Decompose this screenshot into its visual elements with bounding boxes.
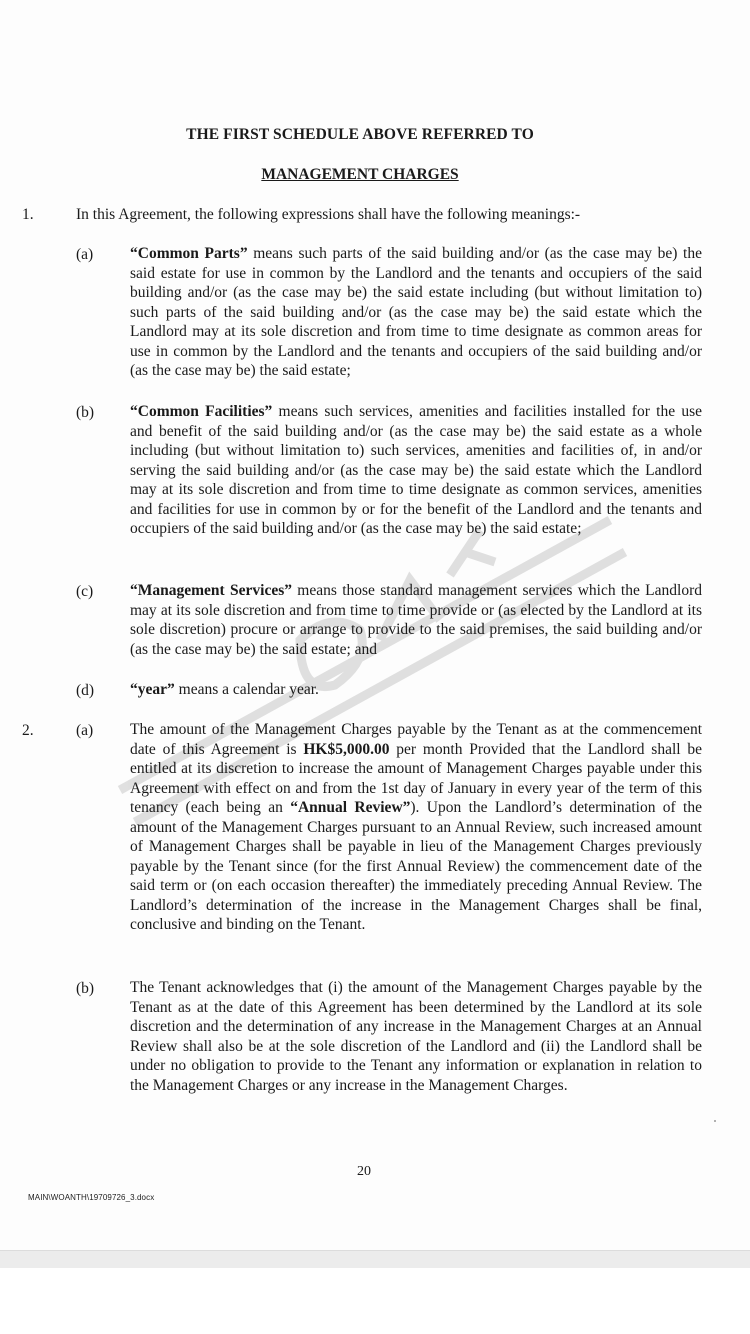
item-label: (c) xyxy=(76,583,94,600)
clause-intro: In this Agreement, the following expressions shall have the following meanings:- xyxy=(76,206,581,223)
clause-number: 1. xyxy=(22,206,34,223)
clause-paragraph xyxy=(130,720,702,935)
defined-term: “Common Facilities” xyxy=(130,403,273,420)
definition-paragraph xyxy=(130,680,702,700)
scan-speck xyxy=(714,1120,716,1122)
item-label: (b) xyxy=(76,404,95,421)
definition-paragraph xyxy=(130,402,702,539)
clause-paragraph: The Tenant acknowledges that (i) the amount of the Management Charges payable by the Tenant as at the date of this Agreement has been determined by the Landlord at its sole discretion and the determination of any increase in the Management Charges at an Annual Review shall also be at the sole discretion of the Landlord and (ii) the Landlord shall be under no obligation to provide to the Tenant any information or explanation in relation to the Management Charges or any increase in the Management Charges. xyxy=(130,979,702,1094)
defined-term: “year” xyxy=(130,681,175,698)
document-reference: MAIN\WOANTH\19709726_3.docx xyxy=(28,1193,155,1202)
item-label: (b) xyxy=(76,980,95,997)
clause-text: ). Upon the Landlord’s determination of the amount of the Management Charges pursuant to an Annual Review, such increased amount of Management Charges shall be payable in lieu of the Management Charges previously payable by the Tenant since (for the first Annual Review) the commencement date of the said term or (on each occasion thereafter) the immediately preceding Annual Review. The Landlord’s determination of the increase in the Management Charges shall be final, conclusive and binding on the Tenant. xyxy=(130,799,702,933)
definition-text: means those standard management services which the Landlord may at its sole discretion and from time to time provide or (as elected by the Landlord at its sole discretion) procure or arrange to provide to the said premises, the said building and/or (as the case may be) the said estate; and xyxy=(130,582,702,658)
item-label: (d) xyxy=(76,682,95,699)
clause-number: 2. xyxy=(22,722,34,739)
defined-term: “Annual Review” xyxy=(290,799,411,816)
defined-term: “Common Parts” xyxy=(130,245,248,262)
clause-text: per month Provided that the Landlord shall be entitled at its discretion to increase the amount of Management Charges payable under this Agreement with effect on and from the 1st day of January in every year of the term of this tenancy (each being an xyxy=(130,740,702,816)
definition-paragraph xyxy=(130,244,702,381)
definition-paragraph xyxy=(130,581,702,659)
defined-term: “Management Services” xyxy=(130,582,292,599)
definition-text: means a calendar year. xyxy=(174,681,319,698)
item-label: (a) xyxy=(76,722,94,739)
schedule-subtitle: MANAGEMENT CHARGES xyxy=(261,166,459,183)
definition-text: means such services, amenities and facilities installed for the use and benefit of the said building and/or (as the case may be) the said estate as a whole including (but without limitation to) such services, amenities and facilities of, in and/or serving the said building and/or (as the case may be) the said estate which the Landlord may at its sole discretion and from time to time designate as common services, amenities and facilities for use in common by or for the benefit of the Landlord and the tenants and occupiers of the said building and/or (as the case may be) the said estate; xyxy=(130,403,702,537)
schedule-title: THE FIRST SCHEDULE ABOVE REFERRED TO xyxy=(186,126,534,143)
amount: HK$5,000.00 xyxy=(303,740,390,758)
page-shadow-band xyxy=(0,1250,750,1269)
item-label: (a) xyxy=(76,246,94,263)
screen-bottom-area xyxy=(0,1268,750,1334)
clause-text: The amount of the Management Charges payable by the Tenant as at the commencement date of this Agreement is xyxy=(130,721,702,758)
definition-text: means such parts of the said building and/or (as the case may be) the said estate for use in common by the Landlord and the tenants and occupiers of the said building and/or (as the case may be) the said estate including (but without limitation to) such parts of the said building and/or (as the case may be) the said estate which the Landlord may at its sole discretion and from time to time designate as common areas for use in common by the Landlord and the tenants and occupiers of the said building and/or (as the case may be) the said estate; xyxy=(130,245,702,379)
page-number: 20 xyxy=(357,1164,371,1179)
